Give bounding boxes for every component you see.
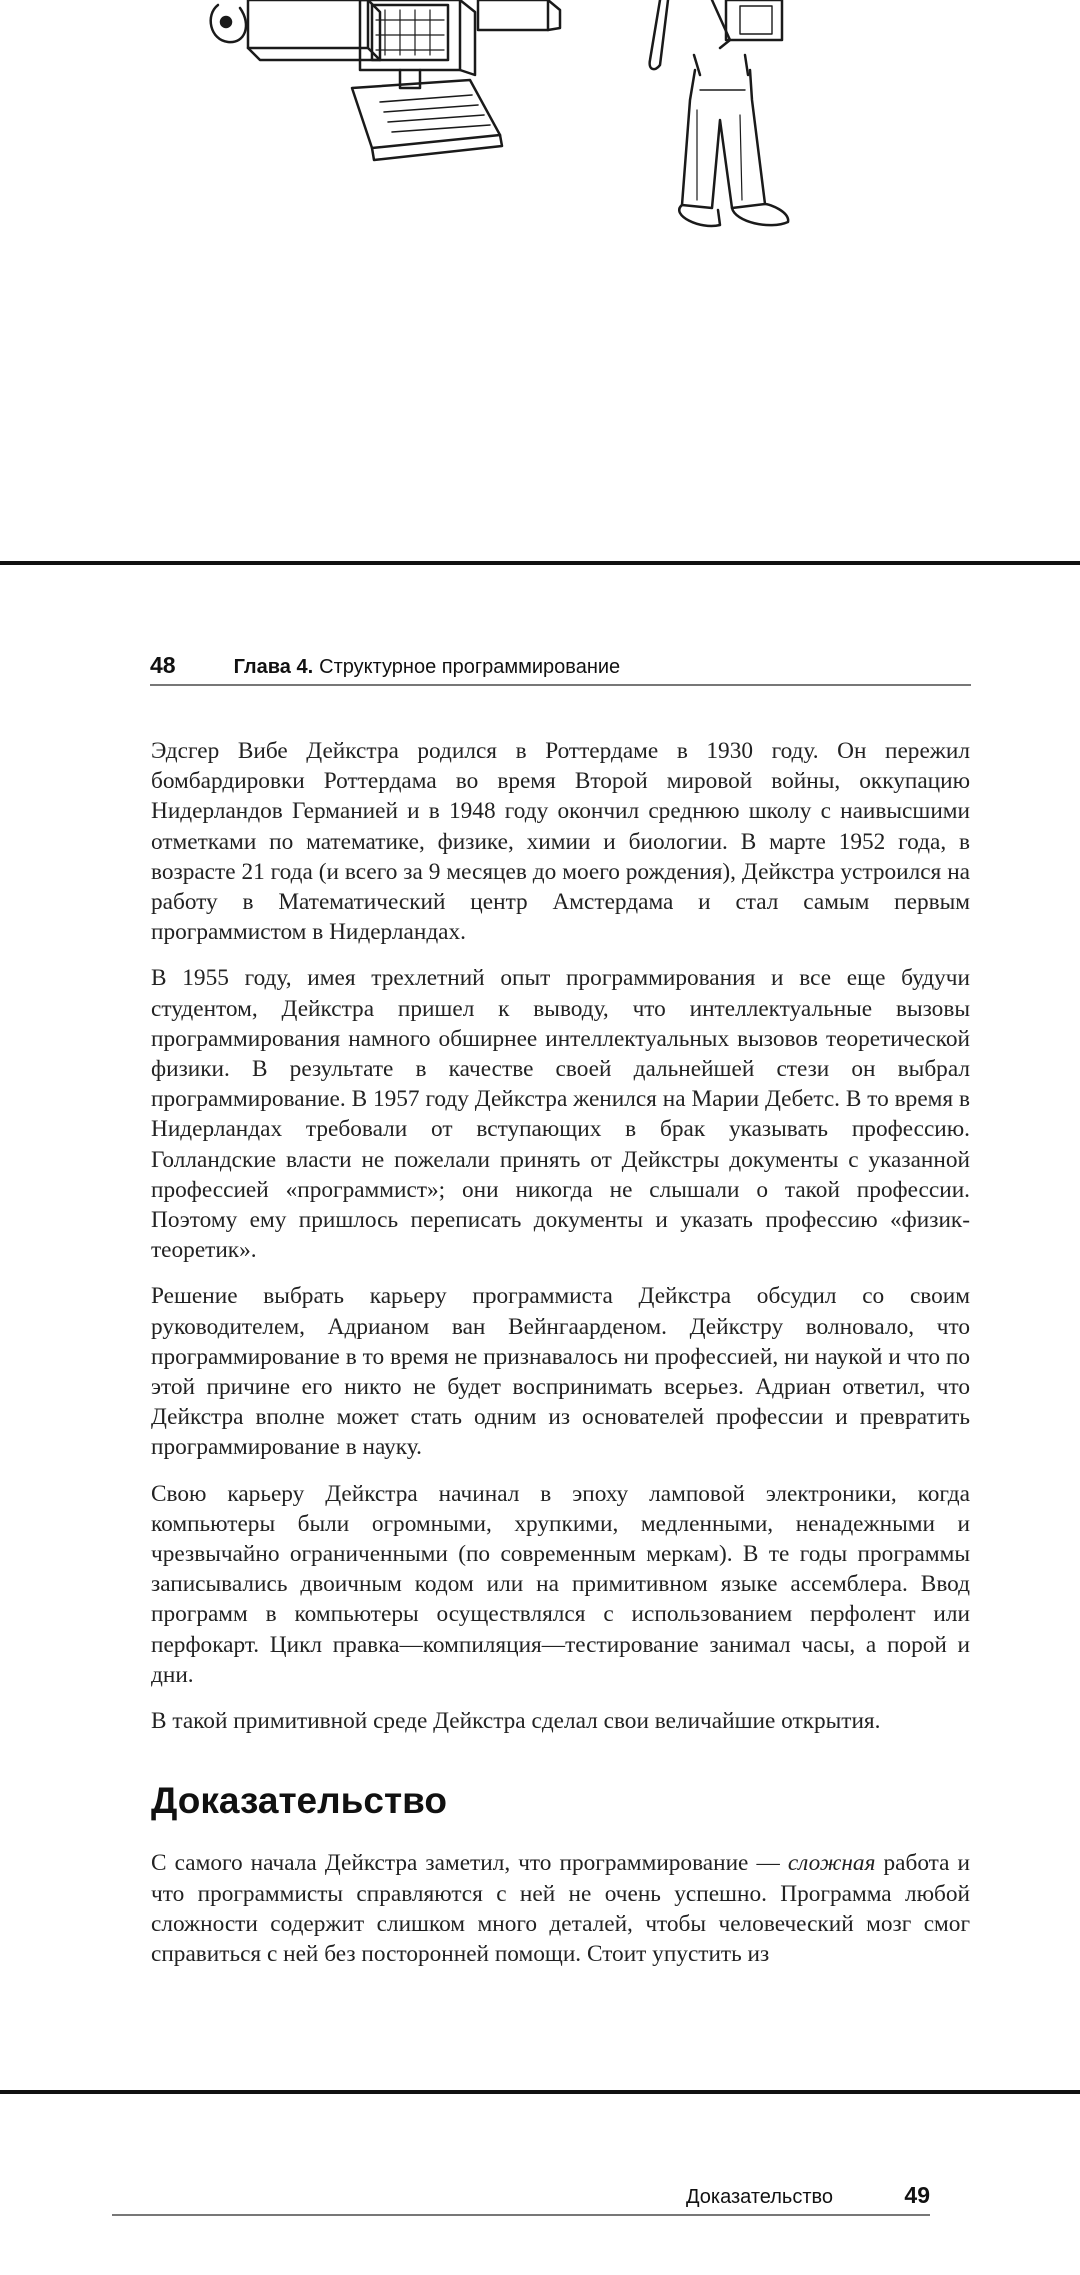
chapter-title: Структурное программирование	[319, 656, 621, 678]
page-number: 49	[904, 2182, 930, 2208]
proof-text-end: работа и что программисты справляются с ней не очень успешно. Программа любой сложности содержит слишком много деталей, чтобы человеческий мозг смог справиться с ней без посторонней помощи. Стоит упустить из	[151, 1850, 971, 1967]
header-rule	[112, 2214, 930, 2216]
page-48-body	[151, 736, 970, 1985]
emphasis-text: сложная	[787, 1850, 876, 1877]
paragraph: Решение выбрать карьеру программиста Дейкстра обсудил со своим руководителем, Адрианом ван Вейнгаарденом. Дейкстру волновало, что программирование в то время не признавалось ни профессией, ни наукой и что по этой причине его никто не будет воспринимать всерьез. Адриан ответил, что Дейкстра вполне может стать одним из основателей профессии и превратить программирование в науку.	[151, 1283, 970, 1461]
page-divider-bottom	[0, 2090, 1080, 2094]
proof-text-start: С самого начала Дейкстра заметил, что программирование —	[151, 1850, 788, 1877]
running-head-page-49	[686, 2182, 930, 2209]
chapter-label: Глава 4.	[233, 656, 314, 678]
paragraph: Свою карьеру Дейкстра начинал в эпоху ламповой электроники, когда компьютеры были огромными, хрупкими, медленными, ненадежными и чрезвычайно ограниченными (по современным меркам). В те годы программы записывались двоичным кодом или на примитивном языке ассемблера. Ввод программ в компьютеры осуществлялся с использованием перфолент или перфокарт. Цикл правка—компиляция—тестирование занимал часы, а порой и дни.	[151, 1480, 970, 1688]
paragraph: В такой примитивной среде Дейкстра сделал свои величайшие открытия.	[151, 1708, 881, 1735]
running-head-page-48	[150, 652, 970, 679]
cartoon-illustration	[0, 0, 1080, 290]
header-rule	[150, 684, 971, 686]
paragraph-proof	[151, 1848, 970, 1969]
page-divider-top	[0, 561, 1080, 565]
page-number: 48	[150, 652, 176, 678]
paragraph: В 1955 году, имея трехлетний опыт программирования и все еще будучи студентом, Дейкстра пришел к выводу, что интеллектуальные вызовы программирования намного обширнее интеллектуальных вызовов теоретической физики. В результате в качестве своей дальнейшей стези он выбрал программирование. В 1957 году Дейкстра женился на Марии Дебетс. В то время в Нидерландах требовали от вступающих в брак указывать профессию. Голландские власти не пожелали принять от Дейкстры документы с указанной профессией «программист»; они никогда не слышали о такой профессии. Поэтому ему пришлось переписать документы и указать профессию «физик-теоретик».	[151, 965, 970, 1264]
section-heading: Доказательство	[151, 1780, 447, 1822]
paragraph: Эдсгер Вибе Дейкстра родился в Роттердаме в 1930 году. Он пережил бомбардировки Роттердама во время Второй мировой войны, оккупацию Нидерландов Германией и в 1948 году окончил среднюю школу с наивысшими отметками по математике, физике, химии и биологии. В марте 1952 года, в возрасте 21 года (и всего за 9 месяцев до моего рождения), Дейкстра устроился на работу в Математический центр Амстердама и стал самым первым программистом в Нидерландах.	[151, 738, 970, 946]
running-title: Доказательство	[686, 2186, 834, 2208]
